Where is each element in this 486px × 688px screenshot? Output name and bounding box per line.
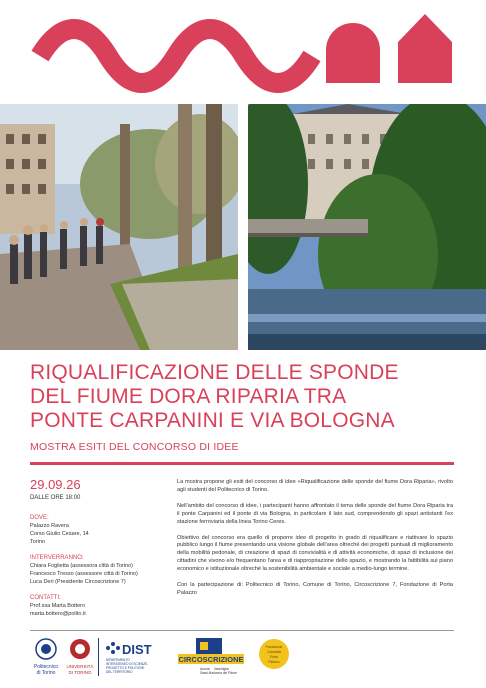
paragraph: Con la partecipazione di: Politecnico di Torino, Comune di Torino, Circoscrizione 7, Fondazione di Porta Palazzo bbox=[177, 582, 453, 596]
polito-name: di Torino bbox=[36, 670, 56, 676]
venue-city: Torino bbox=[30, 539, 45, 545]
dist-logo bbox=[98, 638, 152, 676]
brand-graphic bbox=[0, 0, 486, 100]
event-time: DALLE ORE 18:00 bbox=[30, 495, 81, 501]
unito-name: DI TORINO bbox=[68, 670, 92, 675]
dist-sub: PROGETTO E POLITICHE bbox=[106, 666, 145, 670]
venue-name: Palazzo Ravera bbox=[30, 523, 69, 529]
event-date: 29.09.26 bbox=[30, 477, 81, 492]
house-shape bbox=[398, 14, 452, 83]
contact-email[interactable]: marta.bottero@polito.it bbox=[30, 611, 86, 617]
footer-divider bbox=[30, 630, 454, 631]
fondazione-logo bbox=[259, 639, 289, 669]
polito-name: Politecnico bbox=[33, 664, 59, 670]
title-line: DEL FIUME DORA RIPARIA TRA bbox=[30, 385, 347, 408]
venue-address: Corso Giulio Cesare, 14 bbox=[30, 531, 89, 537]
photo-strip bbox=[0, 104, 486, 350]
unito-name: UNIVERSITÀ bbox=[66, 664, 94, 669]
photo-river bbox=[248, 104, 486, 350]
dist-sub: DEL TERRITORIO bbox=[106, 670, 133, 674]
paragraph: La mostra propone gli esiti del concorso di idee «Riqualificazione delle sponde del fiume Dora Riparia», rivolto agli studenti del Politecnico di Torino. bbox=[177, 479, 453, 493]
circoscrizione-sub: Sassi Madonna del Pilone bbox=[200, 671, 237, 675]
description bbox=[177, 479, 453, 598]
polito-logo bbox=[34, 639, 58, 676]
dist-sub: INTERATENEO DI SCIENZE, bbox=[106, 662, 149, 666]
where-label: DOVE: bbox=[30, 515, 49, 521]
sponsor-logos bbox=[0, 634, 486, 688]
paragraph: Obiettivo del concorso era quello di proporre idee di progetto in grado di riqualificare e riattivare lo spazio pubblico lungo il fiume presentando una visione globale dell'area oltreché dei progetti puntuali di miglioramento della mobilità pedonale, di creazione di spazi di convivialità e di attività economiche, di spazi di inclusione dei cittadini che vivono e/o frequentano l'area e di riappropriazione dello spazio, e mostrando la fattibilità sul piano economico e istituzionale oltreché la sostenibilità ambientale e sociale a medio-lungo termine. bbox=[177, 534, 453, 573]
page-title bbox=[30, 361, 470, 433]
dist-name: DIST bbox=[122, 642, 152, 657]
paragraph: Nell'ambito del concorso di idee, i partecipanti hanno affrontato il tema delle sponde del fiume Dora Riparia tra il ponte Carpanini ed il ponte di via Bologna, in particolare il lato sud, comprendendo gli spazi antistanti l'ex stazione ferroviaria della linea Torino Ceres. bbox=[177, 502, 453, 525]
circoscrizione-logo bbox=[178, 638, 244, 675]
arch-shape bbox=[326, 23, 380, 83]
circoscrizione-name: CIRCOSCRIZIONE bbox=[178, 655, 244, 664]
dist-sub: DIPARTIMENTO bbox=[106, 658, 130, 662]
subtitle: MOSTRA ESITI DEL CONCORSO DI IDEE bbox=[30, 441, 239, 453]
fondazione-name: Palazzo bbox=[268, 660, 280, 664]
fondazione-name: Fondazione bbox=[265, 645, 283, 649]
contacts-label: CONTATTI: bbox=[30, 595, 61, 601]
title-line: PONTE CARPANINI E VIA BOLOGNA bbox=[30, 409, 395, 432]
title-divider bbox=[30, 462, 454, 465]
speaker: Chiara Foglietta (assessora città di Torino) bbox=[30, 563, 133, 569]
unito-logo bbox=[66, 639, 93, 675]
fondazione-name: Porta bbox=[270, 655, 278, 659]
speakers-label: INTERVERRANNO: bbox=[30, 555, 84, 561]
speaker: Luca Deri (Presidente Circoscrizione 7) bbox=[30, 579, 126, 585]
photo-walkway bbox=[0, 104, 238, 350]
event-info bbox=[30, 477, 160, 618]
contact-name: Prof.ssa Marta Bottero bbox=[30, 603, 86, 609]
circoscrizione-sub: Vanchiglia bbox=[214, 667, 229, 671]
fondazione-name: Comunità bbox=[267, 650, 281, 654]
speaker: Francesco Tresso (assessore città di Torino) bbox=[30, 571, 138, 577]
title-line: RIQUALIFICAZIONE DELLE SPONDE bbox=[30, 361, 399, 384]
circoscrizione-sub: Aurora bbox=[200, 667, 210, 671]
wave-shape bbox=[40, 29, 312, 83]
